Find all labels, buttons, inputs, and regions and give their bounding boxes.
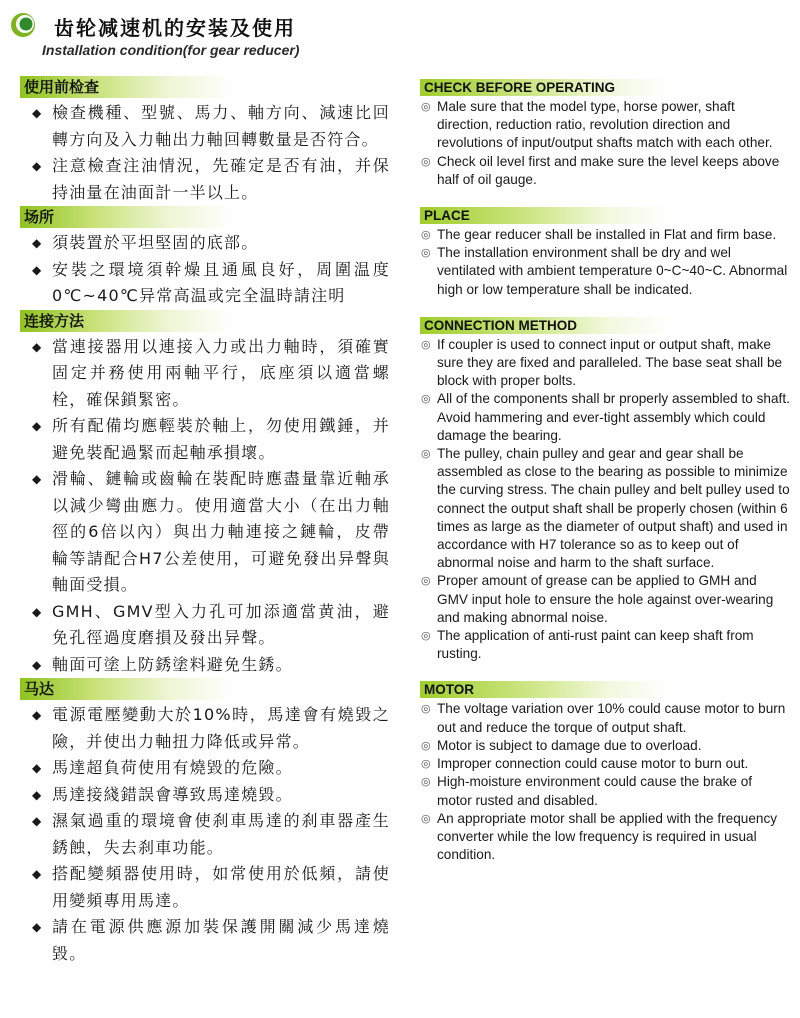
diamond-icon: ◆ [32,708,43,722]
list-item: ◆ 馬達超負荷使用有燒毀的危險。 [20,755,390,782]
list-item: ◎ Check oil level first and make sure the level keeps above half of oil gauge. [421,153,780,187]
section-heading-zh: 连接方法 [20,310,234,332]
section-heading-en: CONNECTION METHOD [420,317,674,334]
section-heading-zh: 使用前检查 [20,76,234,98]
double-circle-icon: ◎ [421,776,431,789]
list-item: ◎ The gear reducer shall be installed in Flat and firm base. [420,226,790,244]
list-item: ◆ GMH、GMV型入力孔可加添適當黄油，避免孔徑過度磨損及發出异聲。 [20,599,390,652]
double-circle-icon: ◎ [421,575,431,588]
diamond-icon: ◆ [32,419,43,433]
diamond-icon: ◆ [32,867,43,881]
list-item: ◆ 安裝之環境須幹燥且通風良好，周圍温度0℃~40℃异常高温或完全温時請注明 [20,257,390,310]
list-item: ◆ 滑輪、鏈輪或齒輪在裝配時應盡量靠近軸承以減少彎曲應力。使用適當大小（在出力軸徑的6倍以內）與出力軸連接之鏈輪，皮帶輪等請配合H7公差使用，可避免發出异聲與軸面受損。 [20,466,390,599]
list-item: ◎ The installation environment shall be dry and wel ventilated with ambient temperature 0~C~40~C. Abnormal high or low temperature shall be indicated. [421,245,788,297]
diamond-icon: ◆ [32,787,43,802]
list-item: ◆ 注意檢查注油情況，先確定是否有油，并保持油量在油面計一半以上。 [20,153,390,206]
section-heading-en: PLACE [420,207,674,224]
diamond-icon: ◆ [32,761,43,775]
double-circle-icon: ◎ [421,101,431,113]
double-circle-icon: ◎ [421,630,431,643]
double-circle-icon: ◎ [421,393,431,406]
list-item: ◎ The application of anti-rust paint can keep shaft from rusting. [421,628,754,662]
double-circle-icon: ◎ [421,758,431,771]
section-heading-zh: 马达 [20,678,234,700]
list-item: ◎ Male sure that the model type, horse power, shaft direction, reduction ratio, revolution direction and revolutions of input/output shafts match with each other. [421,99,773,151]
list-item: ◎ If coupler is used to connect input or output shaft, make sure they are fixed and paralleled. The base seat shall be block with proper bolts. [421,336,783,389]
double-circle-icon: ◎ [421,338,431,351]
diamond-icon: ◆ [32,106,43,120]
double-circle-icon: ◎ [421,247,431,260]
list-item: ◆ 所有配備均應輕裝於軸上，勿使用鐵錘，并避免裝配過緊而起軸承損壞。 [20,413,390,466]
list-item: ◎ The voltage variation over 10% could cause motor to burn out and reduce the torque of output shaft. [421,701,786,735]
green-circle-logo-icon [10,12,36,38]
list-item: ◆ 檢查機種、型號、馬力、軸方向、減速比回轉方向及入力軸出力軸回轉數量是否符合。 [20,100,390,153]
list-item: ◎ Proper amount of grease can be applied to GMH and GMV input hole to ensure the hole against over-wearing and making abnormal noise. [421,573,774,625]
list-item: ◆ 須裝置於平坦堅固的底部。 [20,230,390,257]
double-circle-icon: ◎ [421,703,431,716]
diamond-icon: ◆ [32,472,43,486]
list-item: ◆ 電源電壓變動大於10%時，馬達會有燒毀之險，并使出力軸扭力降低或异常。 [20,702,390,755]
list-item: ◆ 馬達接綫錯誤會導致馬達燒毀。 [20,782,390,809]
list-item: ◎ An appropriate motor shall be applied with the frequency converter while the low frequency is required in usual condition. [421,810,778,863]
list-item: ◎ All of the components shall br properly assembled to shaft. Avoid hammering and ever-tight assembly which could damage the bearing. [421,391,790,443]
diamond-icon: ◆ [32,262,43,277]
diamond-icon: ◆ [32,159,43,173]
diamond-icon: ◆ [32,657,43,672]
diamond-icon: ◆ [32,814,43,828]
section-heading-en: CHECK BEFORE OPERATING [420,79,674,96]
list-item: ◆ 請在電源供應源加裝保護開關減少馬達燒毀。 [20,914,390,967]
diamond-icon: ◆ [32,236,43,250]
page-subtitle: Installation condition(for gear reducer) [42,42,300,58]
double-circle-icon: ◎ [421,812,431,825]
double-circle-icon: ◎ [421,155,431,168]
double-circle-icon: ◎ [421,739,431,752]
double-circle-icon: ◎ [421,448,431,461]
page-header [10,8,790,64]
list-item: ◆ 當連接器用以連接入力或出力軸時，須確實固定并務使用兩軸平行，底座須以適當螺栓，確保鎖緊密。 [20,334,390,414]
list-item: ◎ Motor is subject to damage due to overload. [420,737,790,755]
double-circle-icon: ◎ [421,229,431,242]
list-item: ◎ High-moisture environment could cause the brake of motor rusted and disabled. [421,774,753,808]
list-item: ◎ The pulley, chain pulley and gear and gear shall be assembled as close to the bearing as possible to minimize the curving stress. The chain pulley and belt pulley used to connect the output shaft shall be properly chosen (within 6 times as large as the diameter of output shaft) and used in accordance with H7 tolerance so as to keep out of abnormal noise and harm to the shaft surface. [421,446,790,571]
section-heading-zh: 场所 [20,206,234,228]
diamond-icon: ◆ [32,339,43,354]
diamond-icon: ◆ [32,604,43,619]
english-column [420,79,790,864]
diamond-icon: ◆ [32,920,43,934]
section-heading-en: MOTOR [420,681,674,698]
list-item: ◆ 軸面可塗上防銹塗料避免生銹。 [20,652,390,679]
list-item: ◆ 濕氣過重的環境會使刹車馬達的刹車器產生銹蝕，失去刹車功能。 [20,808,390,861]
list-item: ◎ Improper connection could cause motor to burn out. [420,755,790,773]
chinese-column [20,76,390,967]
list-item: ◆ 搭配變頻器使用時，如常使用於低頻，請使用變頻專用馬達。 [20,861,390,914]
page-title: 齿轮减速机的安装及使用 [54,16,296,40]
